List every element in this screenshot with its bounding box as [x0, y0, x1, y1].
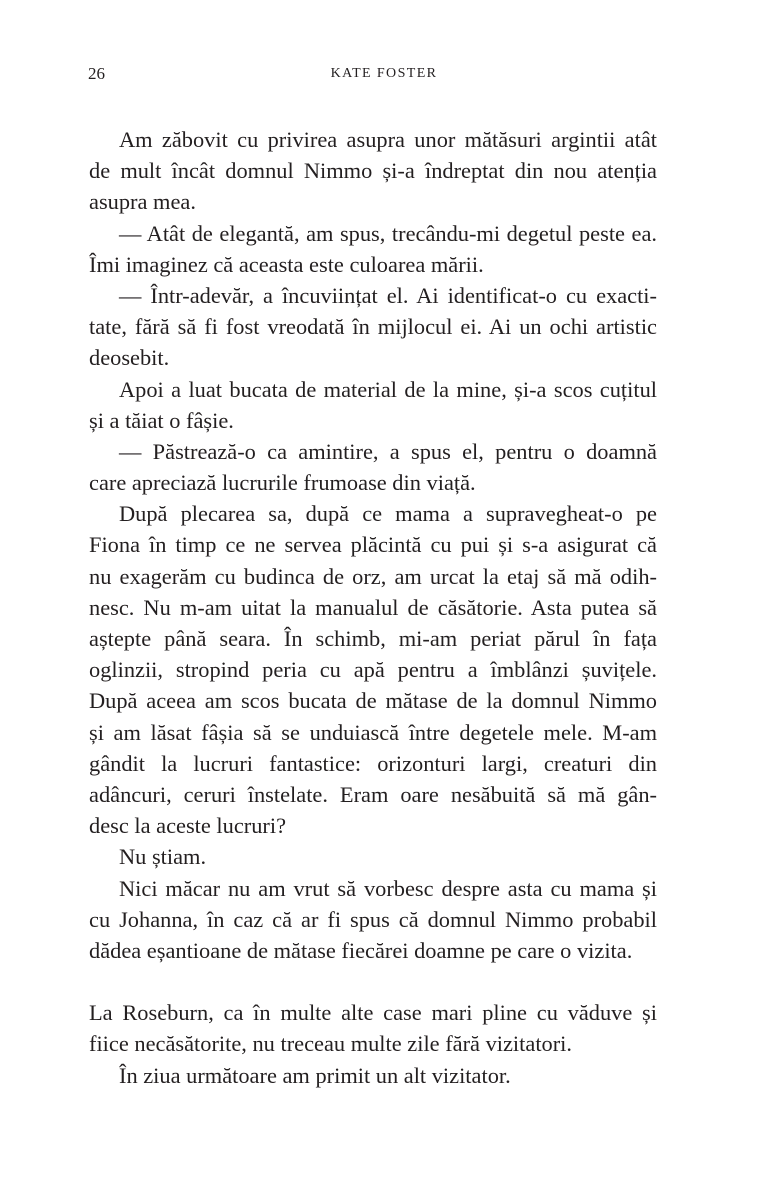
running-head-author: KATE FOSTER	[330, 66, 438, 81]
text-line: nesc. Nu m-am uitat la manualul de căsătorie. Asta putea să	[89, 594, 657, 620]
text-line: gândit la lucruri fantastice: orizonturi largi, creaturi din	[89, 750, 657, 776]
text-line: asupra mea.	[89, 189, 196, 215]
text-line: oglinzii, stropind peria cu apă pentru a îmblânzi șuvițele.	[89, 657, 657, 683]
text-line: dădea eșantioane de mătase fiecărei doamne pe care o vizita.	[89, 937, 633, 963]
text-line: Îmi imaginez că aceasta este culoarea mării.	[89, 251, 484, 277]
text-line: Nici măcar nu am vrut să vorbesc despre asta cu mama și	[119, 875, 657, 901]
text-line: tate, fără să fi fost vreodată în mijlocul ei. Ai un ochi artistic	[89, 314, 657, 340]
text-line: nu exagerăm cu budinca de orz, am urcat la etaj să mă odih-	[89, 563, 657, 589]
text-line: și am lăsat fâșia să se unduiască între degetele mele. M-am	[89, 719, 657, 745]
text-line: desc la aceste lucruri?	[89, 813, 287, 839]
text-line: fiice necăsătorite, nu treceau multe zile fără vizitatori.	[89, 1031, 573, 1057]
page-number: 26	[88, 64, 105, 83]
text-line: și a tăiat o fâșie.	[89, 407, 234, 433]
text-line: adâncuri, ceruri înstelate. Eram oare nesăbuită să mă gân-	[89, 781, 657, 807]
text-line: — Păstrează-o ca amintire, a spus el, pentru o doamnă	[119, 438, 657, 464]
body-text	[89, 124, 657, 1091]
text-line: aștepte până seara. În schimb, mi-am periat părul în fața	[89, 626, 657, 651]
text-line: După aceea am scos bucata de mătase de la domnul Nimmo	[89, 688, 657, 714]
text-line: Fiona în timp ce ne servea plăcintă cu pui și s-a asigurat că	[89, 532, 657, 558]
text-line: Apoi a luat bucata de material de la mine, și-a scos cuțitul	[119, 376, 657, 402]
text-line: cu Johanna, în caz că ar fi spus că domnul Nimmo probabil	[89, 906, 657, 932]
text-line: Nu știam.	[119, 844, 207, 870]
text-line: — Atât de elegantă, am spus, trecându-mi degetul peste ea.	[119, 220, 657, 246]
text-line: După plecarea sa, după ce mama a supravegheat-o pe	[119, 501, 657, 527]
text-line: La Roseburn, ca în multe alte case mari pline cu văduve și	[89, 1000, 657, 1026]
page-header	[0, 64, 768, 88]
text-line: de mult încât domnul Nimmo și-a îndreptat din nou atenția	[89, 158, 657, 184]
text-line: care apreciază lucrurile frumoase din viață.	[89, 470, 476, 496]
text-line: — Într-adevăr, a încuviințat el. Ai identificat-o cu exacti-	[119, 282, 657, 308]
section-break	[89, 966, 657, 997]
text-line: Am zăbovit cu privirea asupra unor mătăsuri argintii atât	[119, 127, 657, 152]
text-line: În ziua următoare am primit un alt vizitator.	[119, 1062, 511, 1088]
text-line: deosebit.	[89, 345, 170, 371]
